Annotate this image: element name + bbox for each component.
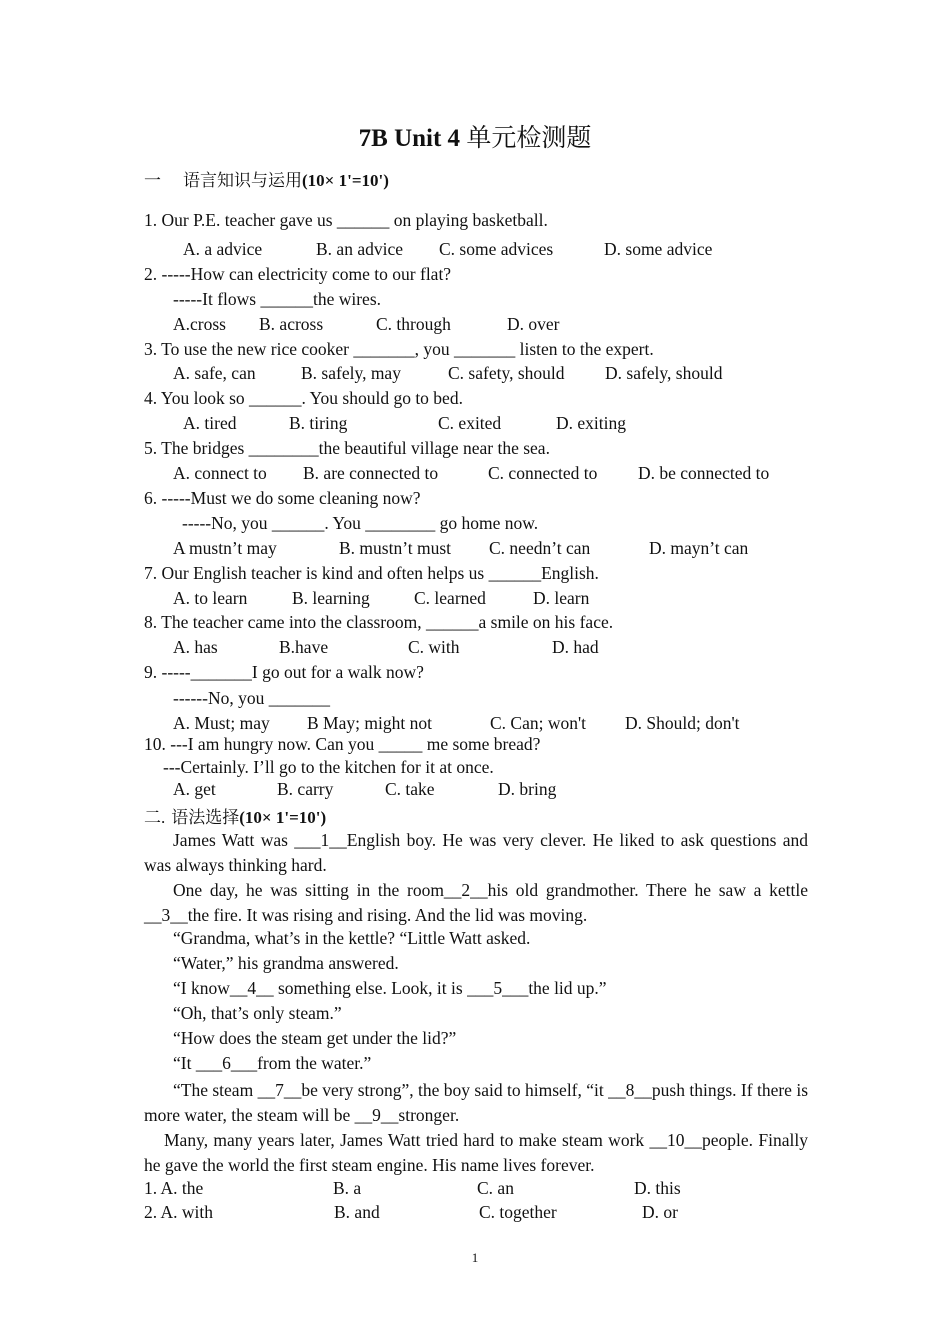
page-number: 1	[471, 1250, 479, 1265]
option: B.have	[279, 637, 329, 657]
section-1-label: 语言知识与运用	[183, 171, 302, 190]
option: B. mustn’t must	[339, 538, 451, 558]
option: D. be connected to	[638, 463, 770, 483]
option: B. an advice	[316, 239, 403, 259]
option: D. safely, should	[605, 363, 723, 383]
question-line: 4. You look so ______. You should go to bed.	[144, 388, 463, 408]
option: A. has	[173, 637, 218, 657]
section-1-number: 一	[144, 171, 161, 190]
passage-paragraph: One day, he was sitting in the room__2__his old grandmother. There he saw a kettle __3__the fire. It was rising and rising. And the lid was moving.	[144, 880, 808, 925]
section-1-score: (10× 1'=10')	[302, 171, 389, 190]
passage-paragraph: “Water,” his grandma answered.	[173, 953, 399, 973]
answer-option: C. together	[479, 1202, 557, 1222]
option: D. bring	[498, 779, 557, 799]
option: C. needn’t can	[489, 538, 591, 558]
option: B May; might not	[307, 713, 432, 733]
option: C. connected to	[488, 463, 598, 483]
question-line: 10. ---I am hungry now. Can you _____ me some bread?	[144, 734, 541, 754]
option: D. over	[507, 314, 560, 334]
passage-paragraph: “Oh, that’s only steam.”	[173, 1003, 342, 1023]
passage-paragraph: “How does the steam get under the lid?”	[173, 1028, 457, 1048]
option: A.cross	[173, 314, 226, 334]
title-rest: 单元检测题	[460, 125, 592, 152]
question-line: 3. To use the new rice cooker _______, you _______ listen to the expert.	[144, 339, 654, 359]
option: B. carry	[277, 779, 334, 799]
option: B. safely, may	[301, 363, 401, 383]
question-line: ---Certainly. I’ll go to the kitchen for it at once.	[163, 757, 494, 777]
option: D. some advice	[604, 239, 713, 259]
option: C. safety, should	[448, 363, 565, 383]
section-1-heading	[144, 166, 389, 191]
option: A. tired	[183, 413, 237, 433]
option: A. a advice	[183, 239, 263, 259]
answer-option: B. and	[334, 1202, 380, 1222]
option: D. mayn’t can	[649, 538, 749, 558]
passage-paragraph: “Grandma, what’s in the kettle? “Little Watt asked.	[173, 928, 531, 948]
option: C. through	[376, 314, 451, 334]
option: C. take	[385, 779, 435, 799]
passage-paragraph: “I know__4__ something else. Look, it is ___5___the lid up.”	[173, 978, 607, 998]
section-2-number: 二.	[144, 808, 166, 827]
title-bold: 7B Unit 4	[358, 125, 461, 152]
option: C. some advices	[439, 239, 554, 259]
option: D. learn	[533, 588, 590, 608]
option: A mustn’t may	[173, 538, 277, 558]
option: A. Must; may	[173, 713, 270, 733]
section-2-score: (10× 1'=10')	[239, 808, 327, 827]
question-line: -----It flows ______the wires.	[173, 289, 382, 309]
option: B. across	[259, 314, 324, 334]
option: D. exiting	[556, 413, 626, 433]
passage-paragraph: James Watt was ___1__English boy. He was very clever. He liked to ask questions and was always thinking hard.	[144, 830, 808, 875]
answer-option: D. this	[634, 1178, 681, 1198]
question-line: 7. Our English teacher is kind and often helps us ______English.	[144, 563, 599, 583]
option: A. get	[173, 779, 216, 799]
question-line: ------No, you _______	[173, 688, 330, 708]
option: D. Should; don't	[625, 713, 740, 733]
option: B. tiring	[289, 413, 348, 433]
answer-option: B. a	[333, 1178, 362, 1198]
option: B. learning	[292, 588, 370, 608]
page-title	[0, 118, 950, 154]
answer-option: C. an	[477, 1178, 514, 1198]
option: C. learned	[414, 588, 486, 608]
section-2-heading	[144, 803, 326, 828]
question-line: 1. Our P.E. teacher gave us ______ on playing basketball.	[144, 210, 548, 230]
question-line: 2. -----How can electricity come to our flat?	[144, 264, 452, 284]
option: C. exited	[438, 413, 502, 433]
answer-option: D. or	[642, 1202, 678, 1222]
option: C. with	[408, 637, 460, 657]
passage-paragraph: Many, many years later, James Watt tried hard to make steam work __10__people. Finally he gave the world the first steam engine. His name lives forever.	[144, 1130, 808, 1175]
passage-paragraph: “It ___6___from the water.”	[173, 1053, 372, 1073]
question-line: -----No, you ______. You ________ go home now.	[182, 513, 539, 533]
question-line: 5. The bridges ________the beautiful village near the sea.	[144, 438, 550, 458]
question-line: 8. The teacher came into the classroom, ______a smile on his face.	[144, 612, 614, 632]
passage-paragraph: “The steam __7__be very strong”, the boy said to himself, “it __8__push things. If there is more water, the steam will be __9__stronger.	[144, 1080, 808, 1125]
option: A. safe, can	[173, 363, 256, 383]
question-line: 6. -----Must we do some cleaning now?	[144, 488, 421, 508]
answer-option: 2. A. with	[144, 1202, 214, 1222]
option: A. to learn	[173, 588, 248, 608]
answer-option: 1. A. the	[144, 1178, 204, 1198]
option: D. had	[552, 637, 599, 657]
option: C. Can; won't	[490, 713, 587, 733]
option: B. are connected to	[303, 463, 439, 483]
section-2-label: 语法选择	[171, 808, 240, 827]
question-line: 9. -----_______I go out for a walk now?	[144, 662, 424, 682]
option: A. connect to	[173, 463, 267, 483]
